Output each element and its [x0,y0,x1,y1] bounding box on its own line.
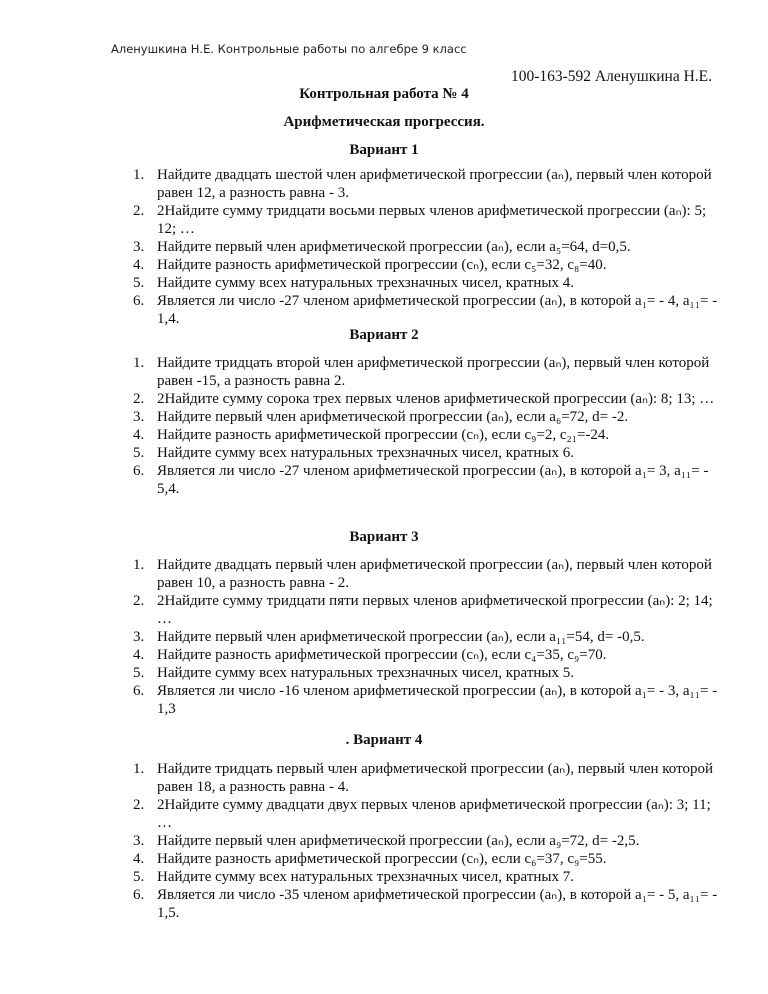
page-title: Контрольная работа № 4 [299,86,469,102]
task-item: 3. Найдите первый член арифметической прогрессии (aₙ), если a₆=72, d= -2. [133,409,629,425]
task-item: 5. Найдите сумму всех натуральных трехзначных чисел, кратных 5. [133,665,574,681]
variant-2-title: Вариант 2 [349,327,419,343]
task-item: 1. Найдите тридцать первый член арифметической прогрессии (aₙ), первый член которой равен 18, а разность равна - 4. [133,761,713,795]
task-item: 2. 2Найдите сумму тридцати пяти первых членов арифметической прогрессии (aₙ): 2; 14; … [133,593,713,627]
variant-3-title: Вариант 3 [349,529,419,545]
variant-3-tasks [133,556,723,718]
task-item: 5. Найдите сумму всех натуральных трехзначных чисел, кратных 7. [133,869,574,885]
task-item: 6. Является ли число -16 членом арифметической прогрессии (aₙ), в которой a₁= - 3, a₁₁= - 1,3 [133,683,718,717]
task-item: 6. Является ли число -35 членом арифметической прогрессии (aₙ), в которой a₁= - 5, a₁₁= - 1,5. [133,887,718,921]
task-item: 4. Найдите разность арифметической прогрессии (cₙ), если c₉=2, c₂₁=-24. [133,427,610,443]
task-item: 3. Найдите первый член арифметической прогрессии (aₙ), если a₉=72, d= -2,5. [133,833,640,849]
running-header: Аленушкина Н.Е. Контрольные работы по алгебре 9 класс [111,42,467,56]
variant-4-tasks [133,760,723,922]
author-line: 100-163-592 Аленушкина Н.Е. [510,68,712,85]
task-item: 6. Является ли число -27 членом арифметической прогрессии (aₙ), в которой a₁= 3, a₁₁= - 5,4. [133,463,709,497]
task-item: 2. 2Найдите сумму тридцати восьми первых членов арифметической прогрессии (aₙ): 5; 12; … [133,203,707,237]
task-item: 3. Найдите первый член арифметической прогрессии (aₙ), если a₅=64, d=0,5. [133,239,631,255]
task-item: 4. Найдите разность арифметической прогрессии (cₙ), если c₆=37, c₉=55. [133,851,607,867]
task-item: 1. Найдите двадцать первый член арифметической прогрессии (aₙ), первый член которой равен 10, а разность равна - 2. [133,557,712,591]
variant-1-tasks [133,166,723,328]
task-item: 1. Найдите двадцать шестой член арифметической прогрессии (aₙ), первый член которой равен 12, а разность равна - 3. [133,167,712,201]
task-item: 5. Найдите сумму всех натуральных трехзначных чисел, кратных 6. [133,445,574,461]
task-item: 3. Найдите первый член арифметической прогрессии (aₙ), если a₁₁=54, d= -0,5. [133,629,645,645]
task-item: 4. Найдите разность арифметической прогрессии (cₙ), если c₄=35, c₉=70. [133,647,607,663]
variant-1-title: Вариант 1 [349,142,419,158]
task-item: 1. Найдите тридцать второй член арифметической прогрессии (aₙ), первый член которой равен -15, а разность равна 2. [133,355,710,389]
task-item: 2. 2Найдите сумму сорока трех первых членов арифметической прогрессии (aₙ): 8; 13; … [133,391,715,407]
task-item: 4. Найдите разность арифметической прогрессии (cₙ), если c₅=32, c₈=40. [133,257,607,273]
variant-2-tasks [133,354,723,498]
variant-4-title: . Вариант 4 [345,732,423,748]
task-item: 6. Является ли число -27 членом арифметической прогрессии (aₙ), в которой a₁= - 4, a₁₁= - 1,4. [133,293,718,327]
task-item: 2. 2Найдите сумму двадцати двух первых членов арифметической прогрессии (aₙ): 3; 11; … [133,797,711,831]
task-item: 5. Найдите сумму всех натуральных трехзначных чисел, кратных 4. [133,275,574,291]
page-subtitle: Арифметическая прогрессия. [283,114,485,130]
